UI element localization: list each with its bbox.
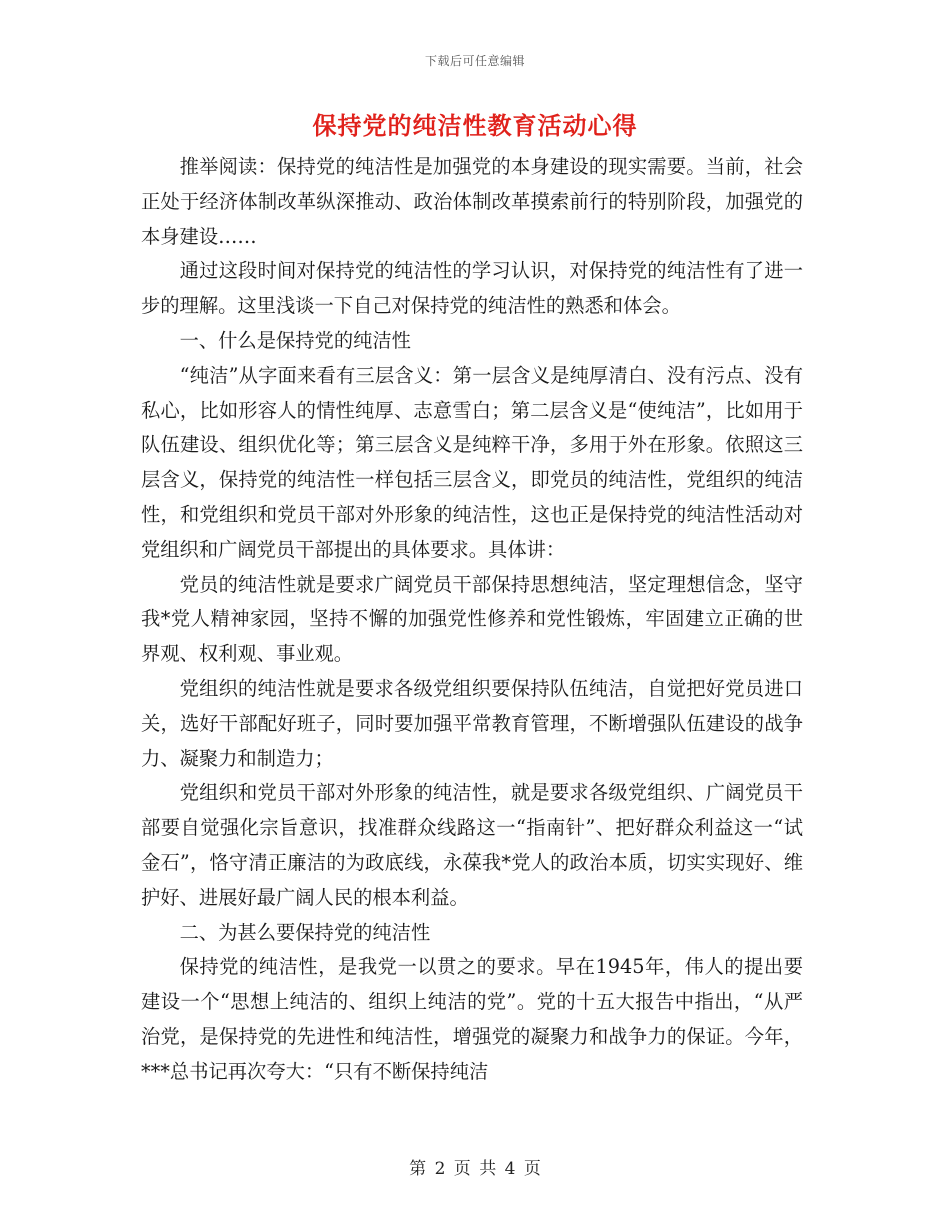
paragraph-why-purity: 保持党的纯洁性，是我党一以贯之的要求。早在1945年，伟人的提出要建设一个“思想上纯洁的、组织上纯洁的党”。党的十五大报告中指出，“从严治党，是保持党的先进性和纯洁性，增强党的凝聚力和战争力的保证。今年，***总书记再次夸大：“只有不断保持纯洁 [141, 955, 803, 1083]
paragraph-image-purity: 党组织和党员干部对外形象的纯洁性，就是要求各级党组织、广阔党员干部要自觉强化宗旨意识，找准群众线路这一“指南针”、把好群众利益这一“试金石”，恪守清正廉洁的为政底线，永葆我*党人的政治本质，切实实现好、维护好、进展好最广阔人民的根本利益。 [141, 781, 803, 909]
paragraph-recommended-reading: 推举阅读：保持党的纯洁性是加强党的本身建设的现实需要。当前，社会正处于经济体制改革纵深推动、政治体制改革摸索前行的特别阶段，加强党的本身建设…… [141, 155, 803, 248]
footer-label-page: 第 [409, 1159, 427, 1179]
paragraph-organization-purity: 党组织的纯洁性就是要求各级党组织要保持队伍纯洁，自觉把好党员进口关，选好干部配好班子，同时要加强平常教育管理，不断增强队伍建设的战争力、凝聚力和制造力； [141, 676, 803, 770]
paragraph-meaning-of-purity: “纯洁”从字面来看有三层含义：第一层含义是纯厚清白、没有污点、没有私心，比如形容人的情性纯厚、志意雪白；第二层含义是“使纯洁”，比如用于队伍建设、组织优化等；第三层含义是纯粹干净，多用于外在形象。依照这三层含义，保持党的纯洁性一样包括三层含义，即党员的纯洁性，党组织的纯洁性，和党组织和党员干部对外形象的纯洁性，这也正是保持党的纯洁性活动对党组织和广阔党员干部提出的具体要求。具体讲： [141, 363, 803, 561]
header-note: 下载后可任意编辑 [424, 54, 525, 68]
section-heading-1: 一、什么是保持党的纯洁性 [179, 328, 411, 352]
paragraph-member-purity: 党员的纯洁性就是要求广阔党员干部保持思想纯洁，坚定理想信念，坚守我*党人精神家园，坚持不懈的加强党性修养和党性锻炼，牢固建立正确的世界观、权利观、事业观。 [141, 572, 803, 666]
footer-label-total: 共 [479, 1159, 497, 1179]
document-body [141, 150, 803, 1090]
section-heading-2: 二、为甚么要保持党的纯洁性 [179, 920, 431, 944]
footer-total-pages: 4 [504, 1159, 516, 1179]
footer-label-total-unit: 页 [523, 1159, 541, 1179]
paragraph-intro: 通过这段时间对保持党的纯洁性的学习认识，对保持党的纯洁性有了进一步的理解。这里浅谈一下自己对保持党的纯洁性的熟悉和体会。 [141, 259, 803, 318]
document-title: 保持党的纯洁性教育活动心得 [312, 111, 638, 140]
page-footer [0, 1154, 950, 1179]
footer-label-page-unit: 页 [453, 1159, 471, 1179]
footer-page-number: 2 [434, 1159, 446, 1179]
